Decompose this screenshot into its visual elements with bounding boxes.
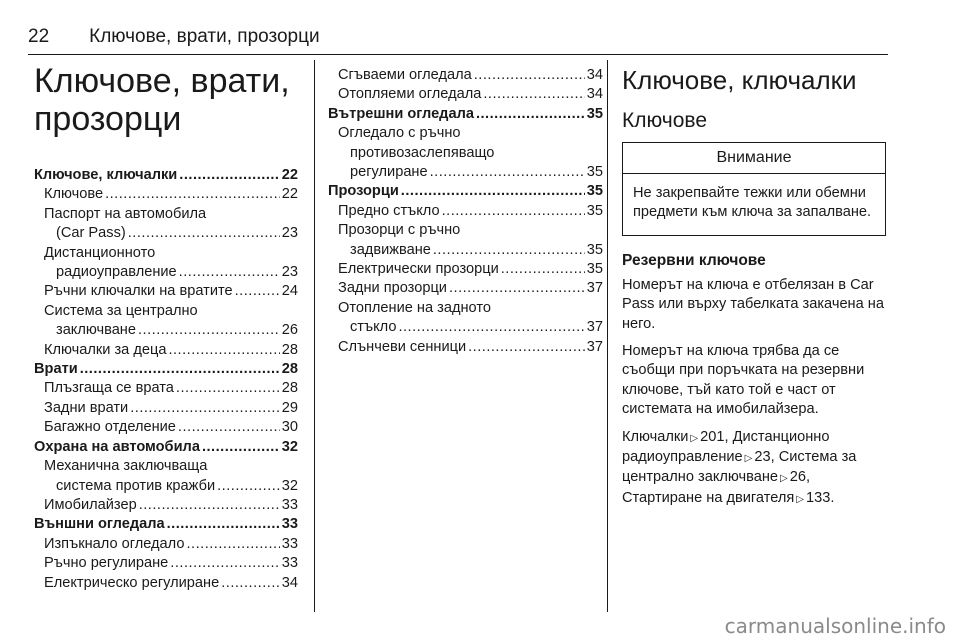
toc-entry-title: Ръчно регулиране (44, 555, 169, 572)
toc-leader-dots (217, 477, 280, 496)
xref-arrow-icon (794, 490, 806, 506)
toc-page-number: 33 (281, 516, 298, 533)
toc-entry[interactable] (328, 66, 603, 85)
toc-leader-dots (179, 166, 279, 185)
table-of-contents-continued (328, 66, 603, 357)
page-header (28, 26, 888, 55)
toc-leader-dots (398, 318, 584, 337)
page-header-title: Ключове, врати, прозорци (89, 26, 320, 47)
toc-page-number: 30 (281, 419, 298, 436)
toc-entry-title: Ръчни ключалки на вратите (44, 283, 233, 300)
toc-page-number: 35 (586, 164, 603, 181)
toc-page-number: 35 (586, 183, 603, 200)
toc-entry[interactable] (328, 279, 603, 298)
toc-leader-dots (186, 535, 279, 554)
toc-entry[interactable] (328, 318, 603, 337)
toc-entry[interactable] (328, 260, 603, 279)
toc-entry-title: Задни прозорци (338, 280, 447, 297)
toc-entry-title: радиоуправление (56, 264, 177, 281)
toc-entry[interactable] (34, 224, 298, 243)
section-heading: Ключове, ключалки (622, 65, 857, 95)
toc-entry-title: заключване (56, 322, 136, 339)
toc-entry[interactable] (34, 379, 298, 398)
toc-entry[interactable] (328, 299, 603, 318)
toc-entry-title: Предно стъкло (338, 202, 440, 219)
toc-page-number: 23 (281, 225, 298, 242)
toc-page-number: 34 (586, 86, 603, 103)
toc-entry[interactable] (34, 282, 298, 301)
toc-page-number: 33 (281, 535, 298, 552)
xref-page[interactable]: 201, (700, 428, 729, 445)
toc-leader-dots (468, 338, 585, 357)
toc-entry[interactable] (34, 496, 298, 515)
toc-page-number: 33 (281, 555, 298, 572)
toc-leader-dots (235, 282, 280, 301)
toc-entry-title: Плъзгаща се врата (44, 380, 174, 397)
column-2 (328, 56, 603, 357)
xref-label: Стартиране на двигателя (622, 489, 795, 506)
toc-leader-dots (176, 379, 280, 398)
toc-entry[interactable] (328, 202, 603, 221)
toc-section-entry[interactable] (34, 515, 298, 534)
toc-entry-title: Отопление на задното (338, 299, 491, 316)
toc-entry-title: Задни врати (44, 399, 129, 416)
warning-box (622, 142, 886, 236)
toc-leader-dots (128, 224, 280, 243)
toc-page-number: 22 (281, 167, 298, 183)
column-divider (314, 60, 315, 612)
toc-entry[interactable] (34, 535, 298, 554)
toc-section-entry[interactable] (34, 166, 298, 185)
toc-entry[interactable] (34, 477, 298, 496)
toc-entry-title: Електрически прозорци (338, 261, 499, 278)
toc-leader-dots (179, 263, 280, 282)
toc-entry-title: Огледало с ръчно (338, 125, 461, 142)
toc-entry-title: Ключалки за деца (44, 341, 167, 358)
toc-leader-dots (139, 496, 280, 515)
toc-entry[interactable] (328, 85, 603, 104)
toc-entry[interactable] (328, 163, 603, 182)
toc-entry-title: Дистанционното (44, 244, 156, 261)
toc-page-number: 35 (586, 202, 603, 219)
toc-section-entry[interactable] (328, 105, 603, 124)
toc-page-number: 28 (281, 341, 298, 358)
warning-title: Внимание (623, 143, 885, 174)
toc-entry-title: Ключове (44, 186, 104, 203)
toc-page-number: 28 (281, 380, 298, 397)
watermark: carmanualsonline.info (724, 614, 946, 638)
toc-section-entry[interactable] (34, 438, 298, 457)
toc-entry[interactable] (328, 241, 603, 260)
toc-entry[interactable] (328, 144, 603, 163)
toc-page-number: 35 (586, 105, 603, 122)
toc-leader-dots (130, 399, 280, 418)
toc-page-number: 33 (281, 496, 298, 513)
toc-entry-title: Отопляеми огледала (338, 86, 482, 103)
toc-page-number: 29 (281, 399, 298, 416)
toc-entry-title: Охрана на автомобила (34, 438, 200, 455)
toc-page-number: 35 (586, 261, 603, 278)
toc-entry-title: Имобилайзер (44, 496, 137, 513)
toc-entry[interactable] (34, 418, 298, 437)
toc-page-number: 34 (586, 67, 603, 83)
toc-section-entry[interactable] (34, 360, 298, 379)
xref-page[interactable]: 23, (754, 449, 775, 466)
warning-text: Не закрепвайте тежки или обемни предмети към ключа за запалване. (633, 185, 872, 221)
xref-label: Система за централно заключване (622, 449, 857, 486)
spare-keys-heading: Резервни ключове (622, 251, 766, 269)
toc-page-number: 24 (281, 283, 298, 300)
toc-entry-title: Електрическо регулиране (44, 574, 220, 591)
toc-page-number: 37 (586, 319, 603, 336)
toc-entry-title: (Car Pass) (56, 225, 126, 242)
toc-entry-title: Слънчеви сенници (338, 338, 467, 355)
toc-leader-dots (80, 360, 280, 379)
column-3 (622, 56, 890, 517)
toc-entry[interactable] (34, 399, 298, 418)
toc-entry[interactable] (34, 457, 298, 476)
toc-entry-title: Ключове, ключалки (34, 167, 178, 183)
toc-leader-dots (449, 279, 585, 298)
xref-arrow-icon (743, 449, 755, 465)
toc-page-number: 26 (281, 322, 298, 339)
toc-leader-dots (483, 85, 584, 104)
toc-page-number: 34 (281, 574, 298, 591)
toc-leader-dots (178, 418, 280, 437)
toc-leader-dots (221, 574, 280, 593)
toc-leader-dots (442, 202, 585, 221)
toc-page-number: 37 (586, 280, 603, 297)
toc-leader-dots (138, 321, 280, 340)
toc-entry[interactable] (34, 321, 298, 340)
toc-entry[interactable] (34, 341, 298, 360)
toc-entry[interactable] (34, 302, 298, 321)
toc-entry[interactable] (34, 554, 298, 573)
subsection-heading: Ключове (622, 109, 707, 132)
toc-entry[interactable] (328, 221, 603, 240)
xref-arrow-icon (778, 469, 790, 485)
toc-entry-title: Изпъкнало огледало (44, 535, 185, 552)
toc-page-number: 22 (281, 186, 298, 203)
xref-arrow-icon (688, 429, 700, 445)
cross-references (622, 428, 890, 510)
xref-page[interactable]: 26, (789, 469, 811, 486)
toc-page-number: 32 (281, 477, 298, 494)
toc-entry[interactable] (328, 338, 603, 357)
paragraph: Номерът на ключа е отбелязан в Car Pass или върху табелката закачена на него. (622, 276, 884, 332)
column-1 (34, 56, 298, 593)
toc-leader-dots (474, 66, 585, 85)
paragraph: Номерът на ключа трябва да се съобщи при поръчката на резервни ключове, тъй като той е част от системата на имобилайзера. (622, 343, 865, 418)
toc-entry-title: система против кражби (56, 477, 216, 494)
xref-label: Дистанционно радиоуправление (622, 428, 830, 466)
toc-entry-title: Система за централно (44, 302, 198, 319)
toc-leader-dots (501, 260, 585, 279)
toc-entry-title: Вътрешни огледала (328, 105, 474, 122)
toc-leader-dots (168, 341, 279, 360)
toc-entry-title: Врати (34, 361, 78, 378)
toc-leader-dots (476, 105, 585, 124)
toc-leader-dots (401, 182, 585, 201)
toc-page-number: 37 (586, 338, 603, 355)
xref-label: Ключалки (622, 428, 689, 445)
toc-leader-dots (167, 515, 280, 534)
toc-section-entry[interactable] (328, 182, 603, 201)
table-of-contents (34, 166, 298, 593)
toc-entry-title: Сгъваеми огледала (338, 67, 472, 83)
toc-entry-title: Прозорци (328, 183, 399, 200)
column-divider (607, 60, 608, 612)
chapter-title: Ключове, врати, прозорци (34, 62, 290, 138)
toc-entry-title: регулиране (350, 164, 428, 181)
toc-entry-title: стъкло (350, 319, 397, 336)
toc-entry-title: противозаслепяващо (350, 144, 495, 161)
page-number: 22 (28, 26, 50, 47)
toc-leader-dots (170, 554, 279, 573)
toc-leader-dots (202, 438, 280, 457)
toc-page-number: 28 (281, 361, 298, 378)
toc-entry-title: Паспорт на автомобила (44, 205, 207, 222)
toc-entry[interactable] (328, 124, 603, 143)
toc-entry-title: Механична заключваща (44, 458, 208, 475)
toc-leader-dots (433, 241, 585, 260)
toc-entry-title: Прозорци с ръчно (338, 222, 461, 239)
toc-entry[interactable] (34, 185, 298, 204)
toc-entry[interactable] (34, 205, 298, 224)
toc-page-number: 23 (281, 264, 298, 281)
toc-leader-dots (430, 163, 585, 182)
toc-entry-title: задвижване (350, 241, 431, 258)
toc-leader-dots (105, 185, 280, 204)
toc-entry-title: Багажно отделение (44, 419, 176, 436)
toc-entry[interactable] (34, 244, 298, 263)
xref-page[interactable]: 133. (806, 489, 835, 506)
toc-entry-title: Външни огледала (34, 516, 165, 533)
toc-page-number: 35 (586, 241, 603, 258)
toc-entry[interactable] (34, 263, 298, 282)
toc-page-number: 32 (281, 438, 298, 455)
toc-entry[interactable] (34, 574, 298, 593)
